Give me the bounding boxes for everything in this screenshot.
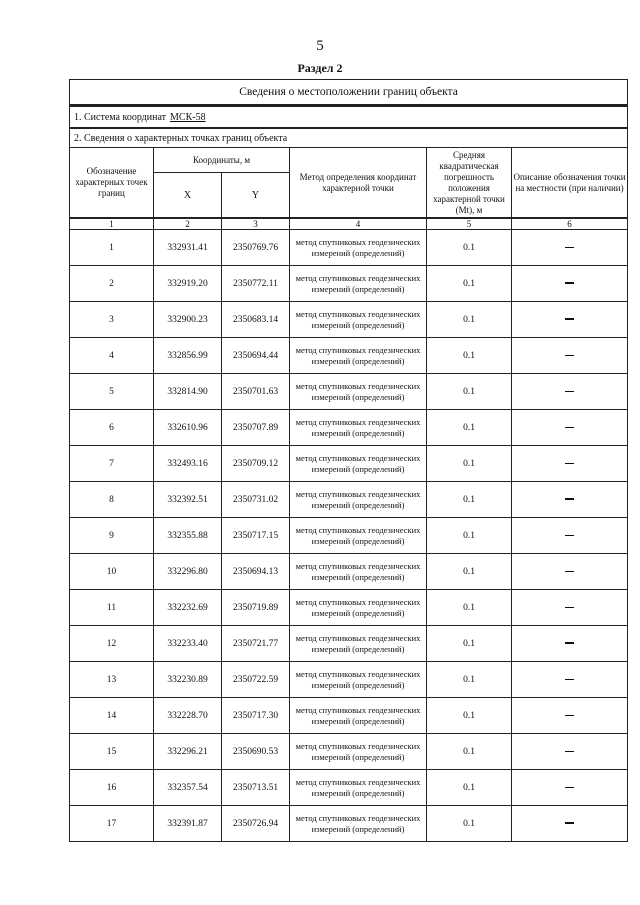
column-number: 3 [222, 218, 290, 230]
method-cell: метод спутниковых геодезических измерений (определений) [290, 590, 427, 626]
accuracy-cell: 0.1 [427, 590, 512, 626]
description-cell [512, 410, 628, 446]
point-number-cell: 17 [70, 806, 154, 842]
accuracy-cell: 0.1 [427, 806, 512, 842]
description-cell [512, 338, 628, 374]
points-section-heading: 2. Сведения о характерных точках границ объекта [70, 128, 628, 148]
dash-mark [565, 715, 574, 716]
dash-mark [565, 427, 574, 428]
dash-mark [565, 822, 574, 824]
table-row [70, 266, 628, 302]
y-coordinate-cell: 2350683.14 [222, 302, 290, 338]
point-number-cell: 11 [70, 590, 154, 626]
dash-mark [565, 463, 574, 464]
method-cell: метод спутниковых геодезических измерений (определений) [290, 482, 427, 518]
column-number-row [70, 218, 628, 230]
y-coordinate-cell: 2350726.94 [222, 806, 290, 842]
description-cell [512, 446, 628, 482]
table-row [70, 302, 628, 338]
method-cell: метод спутниковых геодезических измерений (определений) [290, 806, 427, 842]
point-number-cell: 8 [70, 482, 154, 518]
accuracy-cell: 0.1 [427, 698, 512, 734]
table-row [70, 446, 628, 482]
method-cell: метод спутниковых геодезических измерений (определений) [290, 374, 427, 410]
description-cell [512, 698, 628, 734]
accuracy-cell: 0.1 [427, 626, 512, 662]
accuracy-cell: 0.1 [427, 410, 512, 446]
description-cell [512, 518, 628, 554]
accuracy-cell: 0.1 [427, 518, 512, 554]
point-number-cell: 16 [70, 770, 154, 806]
x-coordinate-cell: 332814.90 [154, 374, 222, 410]
header-method: Метод определения координат характерной точки [290, 148, 427, 219]
y-coordinate-cell: 2350694.13 [222, 554, 290, 590]
method-cell: метод спутниковых геодезических измерений (определений) [290, 554, 427, 590]
header-designation: Обозначение характерных точек границ [70, 148, 154, 219]
method-cell: метод спутниковых геодезических измерений (определений) [290, 302, 427, 338]
x-coordinate-cell: 332610.96 [154, 410, 222, 446]
table-row [70, 410, 628, 446]
description-cell [512, 806, 628, 842]
x-coordinate-cell: 332931.41 [154, 230, 222, 266]
header-coordinates: Координаты, м [154, 148, 290, 173]
header-x: X [154, 173, 222, 219]
y-coordinate-cell: 2350709.12 [222, 446, 290, 482]
method-cell: метод спутниковых геодезических измерений (определений) [290, 662, 427, 698]
accuracy-cell: 0.1 [427, 482, 512, 518]
column-number: 2 [154, 218, 222, 230]
point-number-cell: 9 [70, 518, 154, 554]
y-coordinate-cell: 2350690.53 [222, 734, 290, 770]
y-coordinate-cell: 2350721.77 [222, 626, 290, 662]
description-cell [512, 770, 628, 806]
x-coordinate-cell: 332919.20 [154, 266, 222, 302]
x-coordinate-cell: 332230.89 [154, 662, 222, 698]
dash-mark [565, 607, 574, 608]
y-coordinate-cell: 2350717.15 [222, 518, 290, 554]
dash-mark [565, 247, 574, 248]
table-row [70, 482, 628, 518]
description-cell [512, 554, 628, 590]
accuracy-cell: 0.1 [427, 770, 512, 806]
dash-mark [565, 571, 574, 572]
description-cell [512, 482, 628, 518]
x-coordinate-cell: 332900.23 [154, 302, 222, 338]
point-number-cell: 10 [70, 554, 154, 590]
table-row [70, 698, 628, 734]
dash-mark [565, 498, 574, 500]
x-coordinate-cell: 332296.80 [154, 554, 222, 590]
table-row [70, 770, 628, 806]
table-row [70, 554, 628, 590]
y-coordinate-cell: 2350769.76 [222, 230, 290, 266]
dash-mark [565, 787, 574, 788]
method-cell: метод спутниковых геодезических измерений (определений) [290, 734, 427, 770]
accuracy-cell: 0.1 [427, 302, 512, 338]
dash-mark [565, 535, 574, 536]
description-cell [512, 662, 628, 698]
point-number-cell: 5 [70, 374, 154, 410]
x-coordinate-cell: 332391.87 [154, 806, 222, 842]
dash-mark [565, 318, 574, 320]
header-description: Описание обозначения точки на местности (при наличии) [512, 148, 628, 219]
y-coordinate-cell: 2350701.63 [222, 374, 290, 410]
table-row [70, 734, 628, 770]
table-row [70, 806, 628, 842]
table-row [70, 230, 628, 266]
coordinate-system-value: МСК-58 [170, 111, 206, 123]
point-number-cell: 12 [70, 626, 154, 662]
point-number-cell: 14 [70, 698, 154, 734]
table-row [70, 662, 628, 698]
y-coordinate-cell: 2350713.51 [222, 770, 290, 806]
point-number-cell: 4 [70, 338, 154, 374]
point-number-cell: 13 [70, 662, 154, 698]
accuracy-cell: 0.1 [427, 338, 512, 374]
y-coordinate-cell: 2350707.89 [222, 410, 290, 446]
dash-mark [565, 751, 574, 752]
method-cell: метод спутниковых геодезических измерений (определений) [290, 410, 427, 446]
point-number-cell: 15 [70, 734, 154, 770]
y-coordinate-cell: 2350722.59 [222, 662, 290, 698]
description-cell [512, 626, 628, 662]
description-cell [512, 374, 628, 410]
dash-mark [565, 642, 574, 644]
table-row [70, 338, 628, 374]
table-row [70, 590, 628, 626]
page-number: 5 [316, 38, 324, 54]
method-cell: метод спутниковых геодезических измерений (определений) [290, 446, 427, 482]
dash-mark [565, 282, 574, 284]
column-number: 5 [427, 218, 512, 230]
accuracy-cell: 0.1 [427, 662, 512, 698]
accuracy-cell: 0.1 [427, 734, 512, 770]
description-cell [512, 302, 628, 338]
table-title: Сведения о местоположении границ объекта [70, 80, 628, 106]
method-cell: метод спутниковых геодезических измерений (определений) [290, 770, 427, 806]
table-body [70, 230, 628, 842]
description-cell [512, 266, 628, 302]
coordinate-system-line [70, 106, 628, 129]
x-coordinate-cell: 332296.21 [154, 734, 222, 770]
x-coordinate-cell: 332355.88 [154, 518, 222, 554]
x-coordinate-cell: 332493.16 [154, 446, 222, 482]
point-number-cell: 2 [70, 266, 154, 302]
y-coordinate-cell: 2350731.02 [222, 482, 290, 518]
method-cell: метод спутниковых геодезических измерений (определений) [290, 698, 427, 734]
x-coordinate-cell: 332357.54 [154, 770, 222, 806]
method-cell: метод спутниковых геодезических измерений (определений) [290, 626, 427, 662]
header-y: Y [222, 173, 290, 219]
method-cell: метод спутниковых геодезических измерений (определений) [290, 266, 427, 302]
y-coordinate-cell: 2350717.30 [222, 698, 290, 734]
x-coordinate-cell: 332856.99 [154, 338, 222, 374]
y-coordinate-cell: 2350694.44 [222, 338, 290, 374]
y-coordinate-cell: 2350719.89 [222, 590, 290, 626]
point-number-cell: 7 [70, 446, 154, 482]
method-cell: метод спутниковых геодезических измерений (определений) [290, 518, 427, 554]
x-coordinate-cell: 332392.51 [154, 482, 222, 518]
x-coordinate-cell: 332228.70 [154, 698, 222, 734]
accuracy-cell: 0.1 [427, 266, 512, 302]
column-number: 6 [512, 218, 628, 230]
description-cell [512, 734, 628, 770]
point-number-cell: 1 [70, 230, 154, 266]
accuracy-cell: 0.1 [427, 554, 512, 590]
dash-mark [565, 679, 574, 680]
point-number-cell: 3 [70, 302, 154, 338]
description-cell [512, 230, 628, 266]
header-accuracy: Средняя квадратическая погрешность положения характерной точки (Mt), м [427, 148, 512, 219]
method-cell: метод спутниковых геодезических измерений (определений) [290, 338, 427, 374]
x-coordinate-cell: 332233.40 [154, 626, 222, 662]
coordinate-system-label: 1. Система координат [74, 111, 167, 123]
y-coordinate-cell: 2350772.11 [222, 266, 290, 302]
description-cell [512, 590, 628, 626]
table-row [70, 374, 628, 410]
dash-mark [565, 391, 574, 392]
column-number: 1 [70, 218, 154, 230]
table-row [70, 626, 628, 662]
method-cell: метод спутниковых геодезических измерений (определений) [290, 230, 427, 266]
x-coordinate-cell: 332232.69 [154, 590, 222, 626]
column-number: 4 [290, 218, 427, 230]
table-row [70, 518, 628, 554]
section-title: Раздел 2 [297, 61, 343, 75]
point-number-cell: 6 [70, 410, 154, 446]
accuracy-cell: 0.1 [427, 374, 512, 410]
boundary-points-table [69, 79, 628, 842]
dash-mark [565, 355, 574, 356]
accuracy-cell: 0.1 [427, 230, 512, 266]
accuracy-cell: 0.1 [427, 446, 512, 482]
